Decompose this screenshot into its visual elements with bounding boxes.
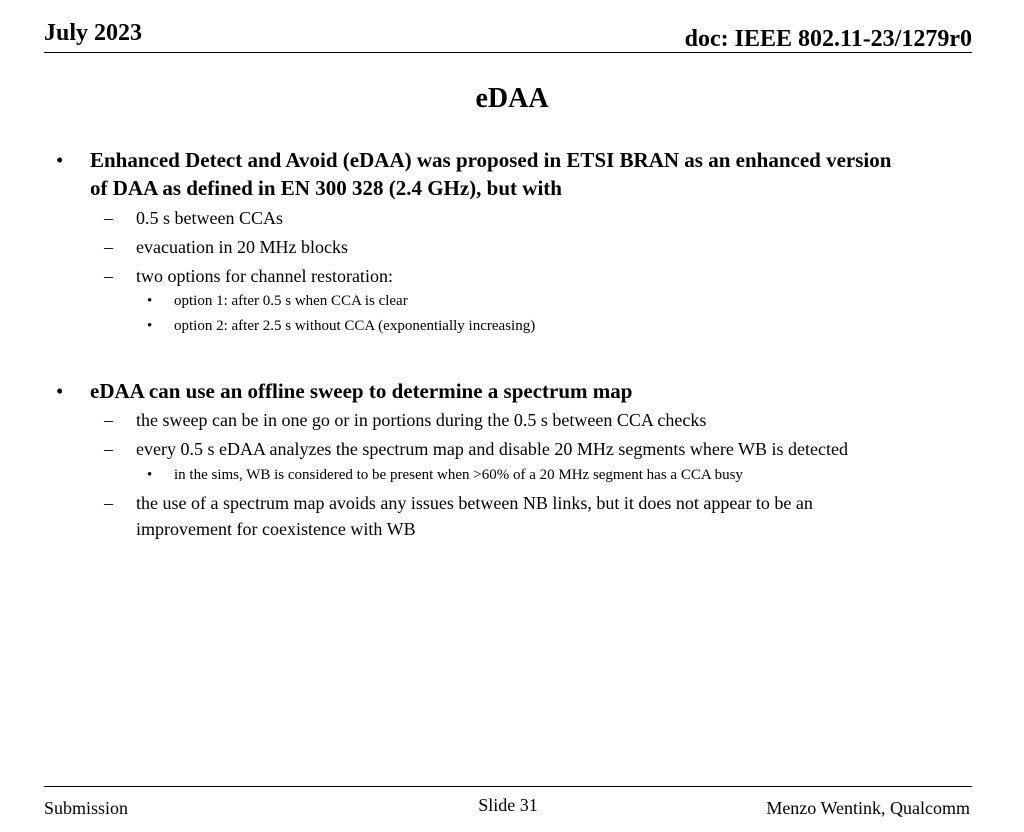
bullet-point: eDAA can use an offline sweep to determine a spectrum map <box>90 379 633 403</box>
sub-sub-bullet-marker: • <box>147 293 153 309</box>
header-date: July 2023 <box>44 20 143 46</box>
sub-bullet: 0.5 s between CCAs <box>136 208 283 228</box>
header-rule <box>44 52 972 53</box>
sub-bullet: the sweep can be in one go or in portions during the 0.5 s between CCA checks <box>136 410 707 430</box>
header-doc-id: doc: IEEE 802.11-23/1279r0 <box>684 26 972 52</box>
footer-submission: Submission <box>44 798 129 818</box>
bullet-marker: • <box>56 379 64 403</box>
footer-author: Menzo Wentink, Qualcomm <box>766 798 970 818</box>
sub-sub-bullet: in the sims, WB is considered to be present when >60% of a 20 MHz segment has a CCA busy <box>174 467 743 483</box>
sub-sub-bullet-marker: • <box>147 318 153 334</box>
footer-rule <box>44 786 972 787</box>
footer-slide-number: Slide 31 <box>478 795 538 815</box>
sub-bullet: the use of a spectrum map avoids any issues between NB links, but it does not appear to be an improvement for coexistence with WB <box>136 493 813 539</box>
sub-bullet-marker: – <box>104 237 113 257</box>
slide-title: eDAA <box>475 83 549 114</box>
sub-sub-bullet-marker: • <box>147 467 153 483</box>
sub-bullet: every 0.5 s eDAA analyzes the spectrum map and disable 20 MHz segments where WB is detected <box>136 439 848 459</box>
sub-sub-bullet: option 2: after 2.5 s without CCA (exponentially increasing) <box>174 318 536 334</box>
sub-bullet-marker: – <box>104 410 113 430</box>
sub-bullet-marker: – <box>104 439 113 459</box>
sub-bullet-marker: – <box>104 208 113 228</box>
bullet-point: Enhanced Detect and Avoid (eDAA) was proposed in ETSI BRAN as an enhanced version of DAA as defined in EN 300 328 (2.4 GHz), but with <box>90 148 892 200</box>
bullet-marker: • <box>56 148 64 172</box>
sub-bullet-marker: – <box>104 493 113 513</box>
sub-bullet: two options for channel restoration: <box>136 266 393 286</box>
sub-bullet-marker: – <box>104 266 113 286</box>
sub-sub-bullet: option 1: after 0.5 s when CCA is clear <box>174 293 408 309</box>
sub-bullet: evacuation in 20 MHz blocks <box>136 237 348 257</box>
